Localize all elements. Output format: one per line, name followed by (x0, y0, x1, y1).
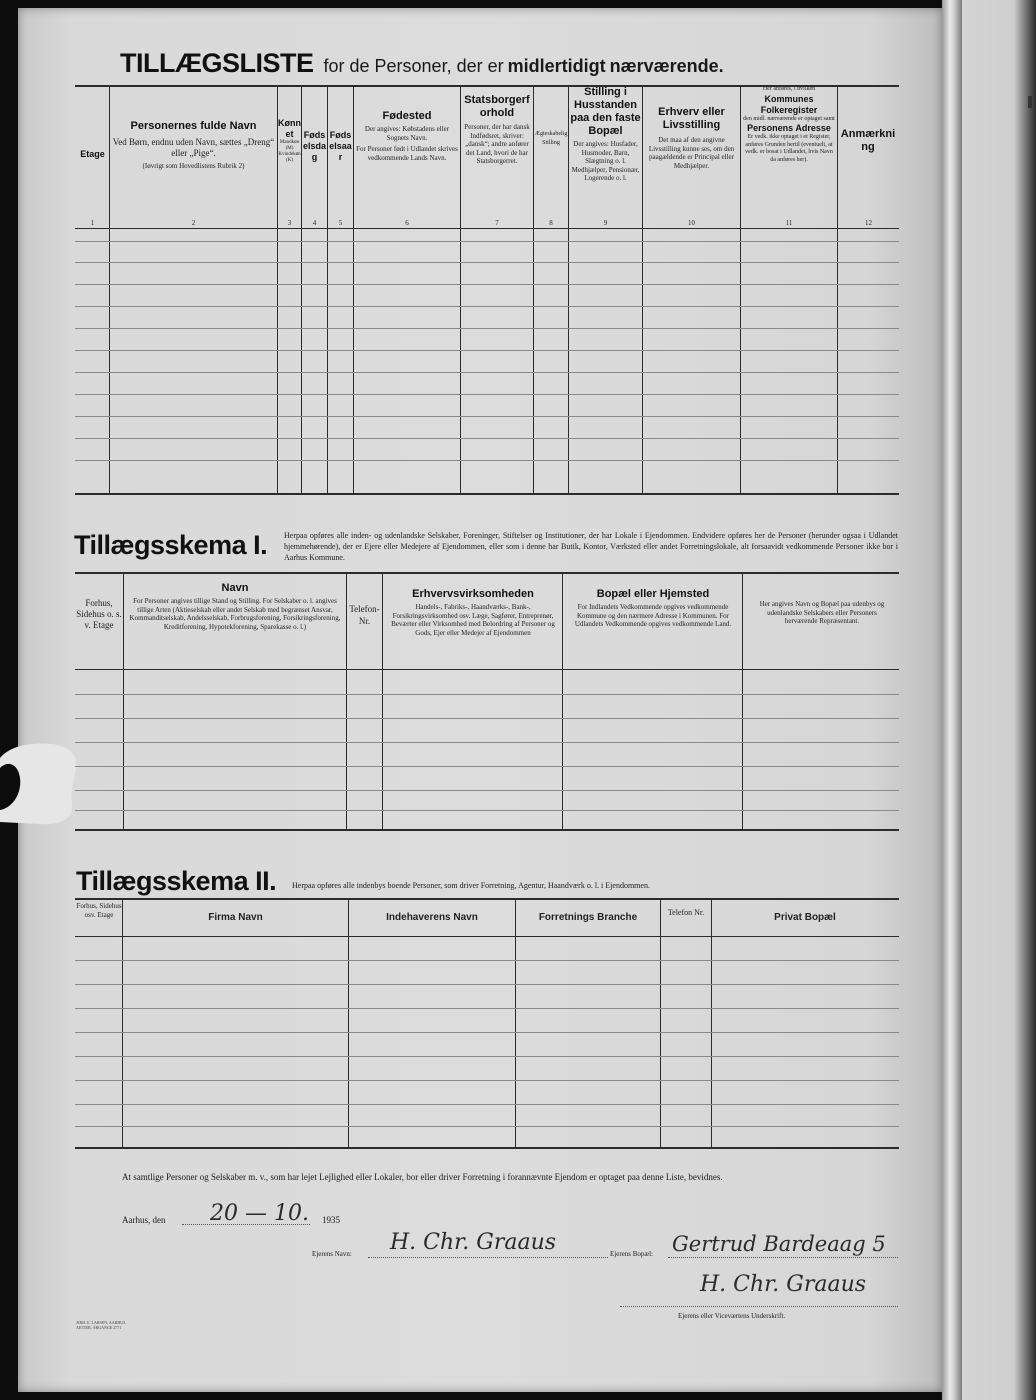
col-header-stilling: Stilling i Husstanden paa den faste Bopæl Der angives: Husfader, Husmoder, Barn, Slægtning o. l. Medhjælper, Pensionær, Logerende o. l. (570, 86, 641, 182)
col-number: 12 (865, 219, 872, 227)
col-header-foedselsdag: Fødselsdag (302, 130, 326, 162)
torn-page-edge (0, 738, 80, 828)
document-page (18, 8, 942, 1392)
page-title: TILLÆGSLISTE for de Personer, der er midlertidigt nærværende. (120, 48, 724, 78)
handwritten-signature: H. Chr. Graaus (700, 1272, 867, 1297)
col-number: 5 (338, 219, 343, 227)
skema2-col-indehaver: Indehaverens Navn (386, 912, 478, 923)
handwritten-owner-address: Gertrud Bardeaag 5 (672, 1232, 886, 1256)
col-header-navn: Personernes fulde Navn Ved Børn, endnu uden Navn, sættes „Dreng“ eller „Pige“. (Iøvrigt som Hovedlistens Rubrik 2) (112, 120, 275, 170)
footer-declaration: At samtlige Personer og Selskaber m. v., som har lejet Lejlighed eller Lokaler, bor eller driver Forretning i forannævnte Ejendom er optaget paa denne Liste, bevidnes. (122, 1172, 723, 1182)
skema1-col-navn: Navn For Personer angives tillige Stand og Stilling. For Selskaber o. l. angives tillige Arten (Aktieselskab eller andet Selskab med begrænset Ansvar, Kommanditselskab, Andelsselskab, Forbrugsforening, Forsikringsforening, Kreditforening, Hypotekforening, Sparekasse o. l.) (129, 582, 341, 631)
skema2-col-etage: Forhus, Sidehus osv. Etage (76, 902, 122, 919)
skema1-intro: Herpaa opføres alle inden- og udenlandske Selskaber, Foreninger, Stiftelser og Institutioner, der har Lokale i Ejendommen. Endvidere opføres her de Personer (herunder ogsaa i Udlandet hjemmehørende), der er Ejere eller Medejere af Ejendommen, eller som i denne har Butik, Kontor, Værksted eller andet Forretningslokale, alt forsaavidt vedkommende Personer ikke bor i Aarhus Kommune. (284, 531, 898, 562)
col-number: 3 (287, 219, 292, 227)
owner-name-label: Ejerens Navn: (312, 1250, 352, 1258)
skema2-col-bopael: Privat Bopæl (774, 912, 836, 923)
owner-address-label: Ejerens Bopæl: (610, 1250, 653, 1258)
footer-year: 1935 (322, 1215, 340, 1225)
skema1-title: Tillægsskema I. (74, 530, 268, 560)
skema2-intro: Herpaa opføres alle indenbys boende Personer, som driver Forretning, Agentur, Haandværk o. l. i Ejendommen. (292, 881, 650, 890)
col-header-foedested: Fødested Der angives: Købstadens eller Sognets Navn. For Personer født i Udlandet skrives vedkommende Lands Navn. (356, 110, 458, 162)
book-gutter (942, 0, 962, 1400)
handwritten-owner-name: H. Chr. Graaus (390, 1230, 557, 1255)
handwritten-date: 20 — 10. (210, 1201, 309, 1226)
col-number: 9 (603, 219, 608, 227)
col-number: 11 (785, 219, 793, 227)
skema2-col-branche: Forretnings Branche (538, 912, 638, 923)
skema2-col-firma: Firma Navn (208, 912, 263, 923)
col-number: 2 (191, 219, 196, 227)
skema1-col-bopael: Bopæl eller Hjemsted For Indlandets Vedkommende opgives vedkommende Kommune og den nærmere Adresse i Kommunen. For Udlandets Vedkommende opgives vedkommende Land. (574, 588, 732, 628)
facing-page-edge (962, 0, 1036, 1400)
skema2-title: Tillægsskema II. (76, 866, 277, 896)
col-number: 7 (495, 219, 499, 227)
col-header-anmaerkning: Anmærkning (840, 128, 896, 153)
skema1-col-repraesentant: Her angives Navn og Bopæl paa udenbys og udenlandske Selskabers eller Personers herværende Repræsentant. (759, 600, 885, 625)
col-number: 8 (549, 219, 553, 227)
col-header-folkeregister: Her anføres, i hvilken Kommunes Folkeregister den midl. nærværende er optaget samt Personens Adresse Er vedk. ikke optaget i et Register, anføres Grunden hertil (eventuelt, at vedk. er bosat i Udlandet, hvis Navn da anføres her). (743, 86, 835, 163)
col-header-statsborger: Statsborgerforhold Personer, der har dansk Indfødsret, skriver: „dansk“; andre anfører det Land, hvori de har Statsborgerret. (464, 94, 530, 165)
footer-place: Aarhus, den (122, 1215, 166, 1225)
col-number: 6 (405, 219, 409, 227)
signature-label: Ejerens eller Viceværtens Underskrift. (678, 1312, 786, 1320)
skema1-col-erhverv: Erhvervsvirksomheden Handels-, Fabriks-, Haandværks-, Bank-, Forsikringsvirksomhed osv. Læge, Sagfører, Entreprenør, Beværter eller Virksomhed med Belordring af Personer og Gods, Ejer eller Medejer af Ejendommen (391, 588, 555, 637)
col-header-erhverv: Erhverv eller Livsstilling Det maa af den angivne Livsstilling kunne ses, om den paagældende er Principal eller Medhjælper. (648, 106, 735, 170)
col-number: 10 (688, 219, 695, 227)
skema1-col-telefon: Telefon-Nr. (349, 604, 380, 626)
col-number: 1 (90, 219, 95, 227)
col-header-etage: Etage (80, 149, 105, 159)
printer-imprint: ÆRØ. E. LARSEN, AARHUS. AKTIEB. ÅRGANGE 2771 (76, 1320, 127, 1330)
skema1-col-etage: Forhus, Sidehus o. s. v. Etage (76, 598, 122, 630)
col-header-aegteskabelig: Ægteskabelig Stilling (534, 131, 568, 146)
skema2-col-telefon: Telefon Nr. (667, 908, 705, 917)
col-header-foedselsaar: Fødselsaar (329, 130, 352, 162)
col-number: 4 (312, 219, 317, 227)
col-header-koennet: Kønnet Mandkøn (M) Kvindekøn (K) (278, 118, 301, 163)
